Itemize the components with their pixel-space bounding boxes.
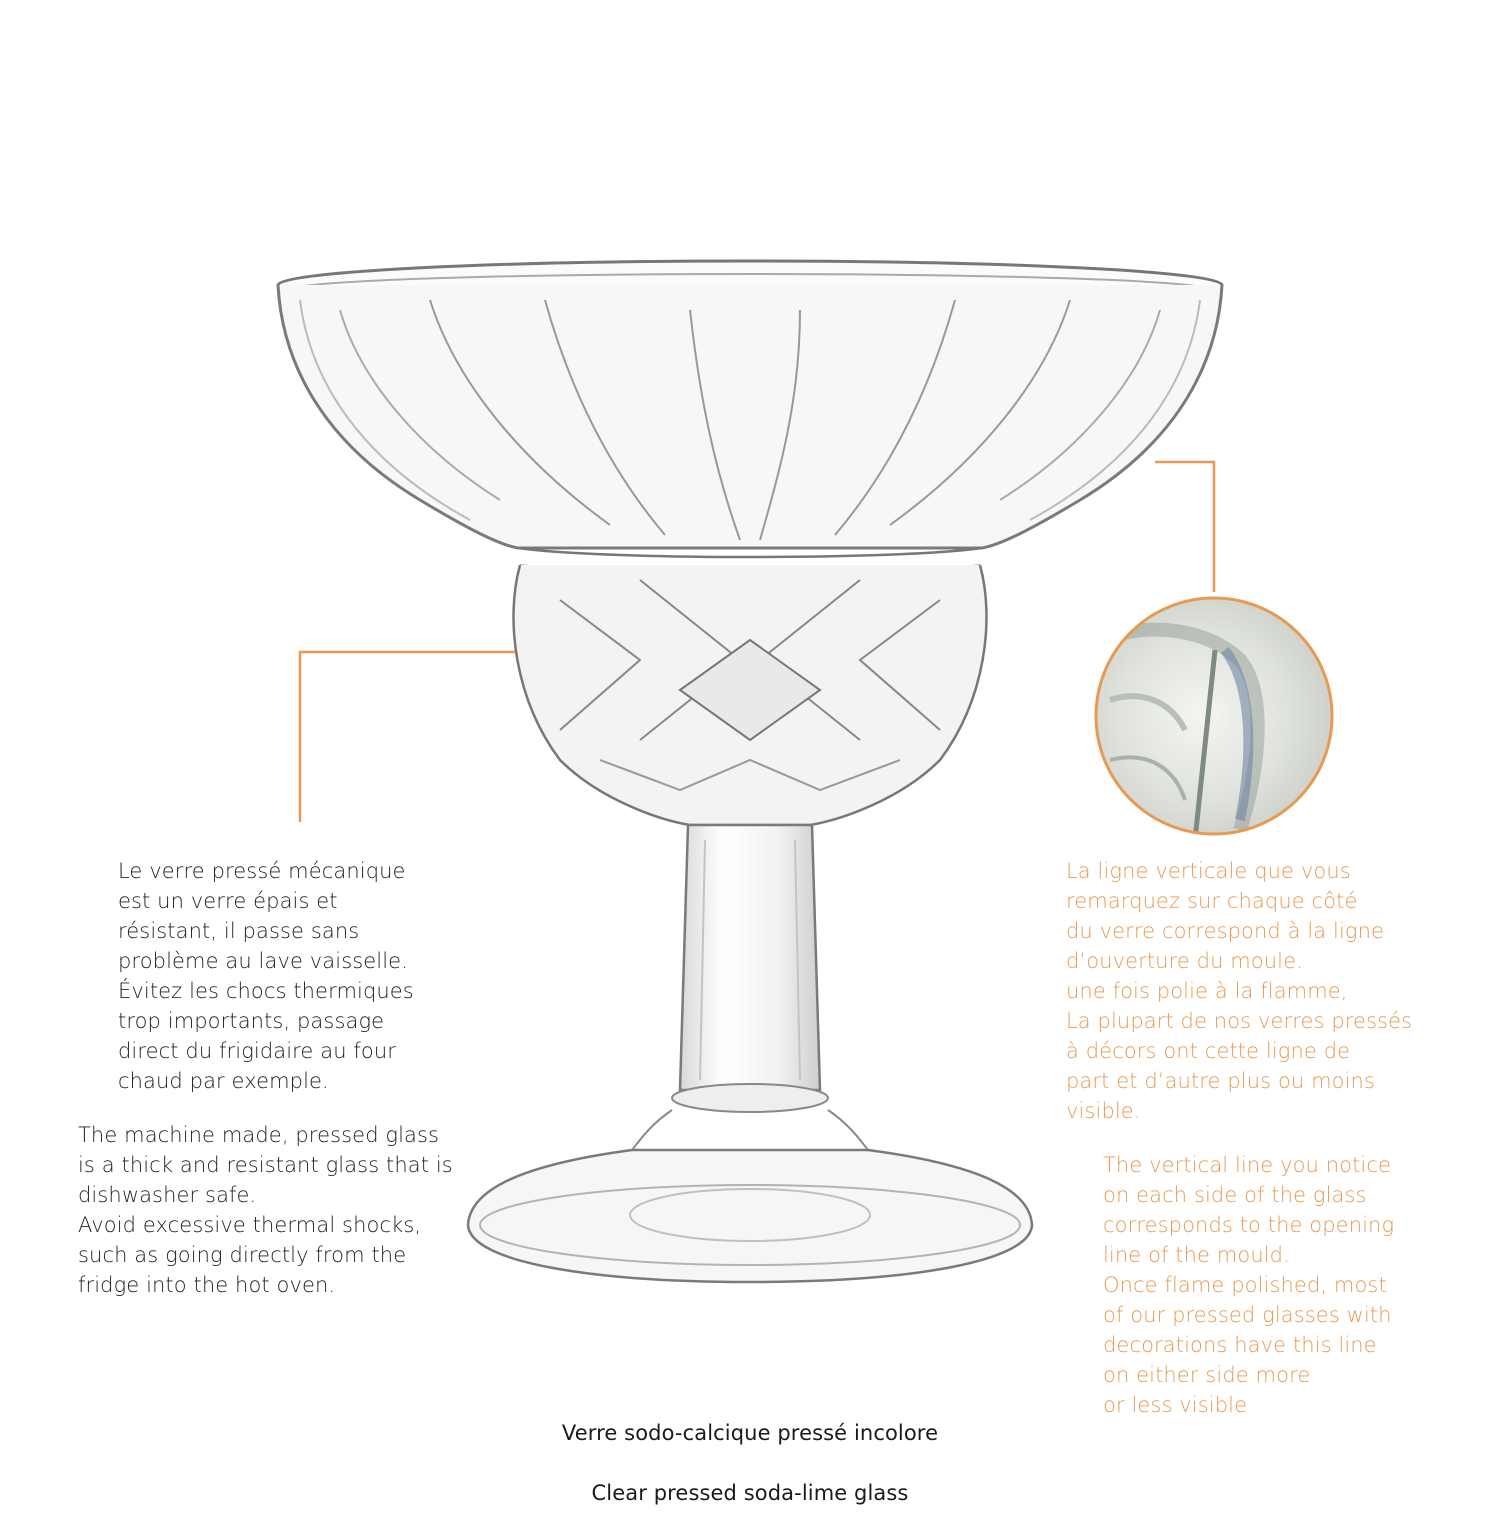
material-caption-french: Verre sodo-calcique pressé incolore bbox=[561, 1421, 939, 1445]
right-note-french: La ligne verticale que vous remarquez sur chaque côté du verre correspond à la ligne d’ouverture du moule. une fois polie à la flamme, La plupart de nos verres pressés à décors ont cette ligne de part et d’autre plus ou moins visible. bbox=[1066, 859, 1413, 1123]
left-note-english: The machine made, pressed glass is a thick and resistant glass that is dishwasher safe. Avoid excessive thermal shocks, such as going directly from the fridge into the hot oven. bbox=[78, 1123, 453, 1297]
right-note-english: The vertical line you notice on each side of the glass corresponds to the opening line of the mould. Once flame polished, most of our pressed glasses with decorations have this line on either side more or less visible bbox=[1103, 1153, 1395, 1417]
left-note-french: Le verre pressé mécanique est un verre épais et résistant, il passe sans problème au lave vaisselle. Évitez les chocs thermiques trop importants, passage direct du frigidaire au four chaud par exemple. bbox=[118, 859, 414, 1093]
right-callout-line bbox=[1155, 462, 1214, 592]
left-callout-line bbox=[300, 652, 515, 822]
material-caption-english: Clear pressed soda-lime glass bbox=[591, 1481, 909, 1505]
material-caption bbox=[0, 1388, 1500, 1538]
mould-line-closeup-icon bbox=[1096, 598, 1332, 840]
